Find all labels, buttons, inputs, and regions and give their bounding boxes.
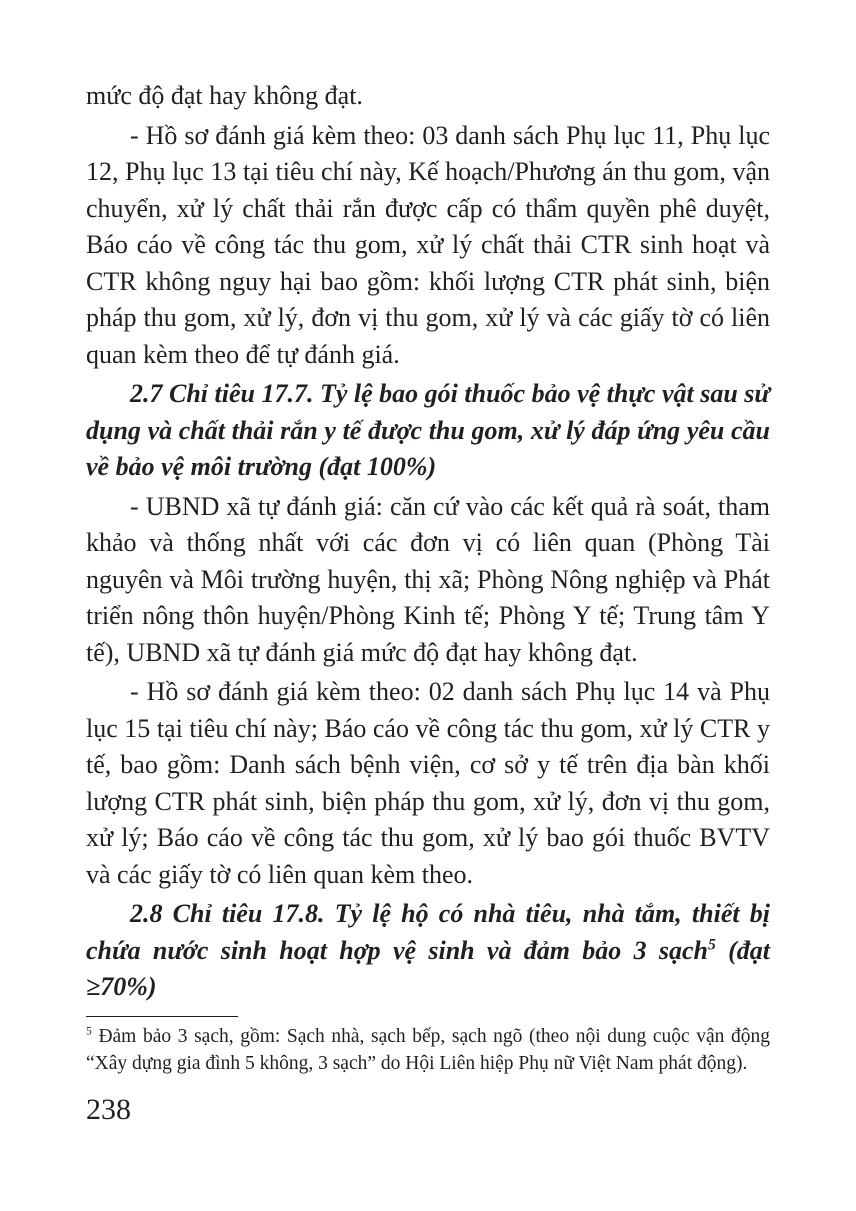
footnote-reference: 5 xyxy=(708,935,716,953)
paragraph-dossier-17-6: - Hồ sơ đánh giá kèm theo: 03 danh sách Phụ lục 11, Phụ lục 12, Phụ lục 13 tại tiêu chí này, Kế hoạch/Phương án thu gom, vận chuyển, xử lý chất thải rắn được cấp có thẩm quyền phê duyệt, Báo cáo về công tác thu gom, xử lý chất thải CTR sinh hoạt và CTR không nguy hại bao gồm: khối lượng CTR phát sinh, biện pháp thu gom, xử lý, đơn vị thu gom, xử lý và các giấy tờ có liên quan kèm theo để tự đánh giá. xyxy=(86,120,770,369)
paragraph-continuation: mức độ đạt hay không đạt. xyxy=(86,81,363,110)
heading-text: 2.8 Chỉ tiêu 17.8. Tỷ lệ hộ có nhà tiêu, nhà tắm, thiết bị chứa nước sinh hoạt hợp vệ sinh và đảm bảo 3 sạch xyxy=(86,899,770,965)
paragraph-self-assessment: - UBND xã tự đánh giá: căn cứ vào các kết quả rà soát, tham khảo và thống nhất với các đơn vị có liên quan (Phòng Tài nguyên và Môi trường huyện, thị xã; Phòng Nông nghiệp và Phát triển nông thôn huyện/Phòng Kinh tế; Phòng Y tế; Trung tâm Y tế), UBND xã tự đánh giá mức độ đạt hay không đạt. xyxy=(86,491,770,667)
heading-text-tail: (đạt ≥70%) xyxy=(86,935,770,1001)
paragraph-dossier-17-7: - Hồ sơ đánh giá kèm theo: 02 danh sách Phụ lục 14 và Phụ lục 15 tại tiêu chí này; Báo cáo về công tác thu gom, xử lý CTR y tế, bao gồm: Danh sách bệnh viện, cơ sở y tế trên địa bàn khối lượng CTR phát sinh, biện pháp thu gom, xử lý, đơn vị thu gom, xử lý; Báo cáo về công tác thu gom, xử lý bao gói thuốc BVTV và các giấy tờ có liên quan kèm theo. xyxy=(86,677,770,889)
page-number: 238 xyxy=(86,1093,131,1126)
footnote-divider xyxy=(86,1016,238,1017)
footnote-text: Đảm bảo 3 sạch, gồm: Sạch nhà, sạch bếp, sạch ngõ (theo nội dung cuộc vận động “Xây dựng gia đình 5 không, 3 sạch” do Hội Liên hiệp Phụ nữ Việt Nam phát động). xyxy=(86,1025,770,1074)
footnote xyxy=(86,1023,770,1077)
footnote-marker: 5 xyxy=(86,1024,92,1037)
page-body xyxy=(86,78,770,1077)
section-heading-2-7: 2.7 Chỉ tiêu 17.7. Tỷ lệ bao gói thuốc bảo vệ thực vật sau sử dụng và chất thải rắn y tế được thu gom, xử lý đáp ứng yêu cầu về bảo vệ môi trường (đạt 100%) xyxy=(86,379,770,481)
section-heading-2-8 xyxy=(86,896,770,1006)
